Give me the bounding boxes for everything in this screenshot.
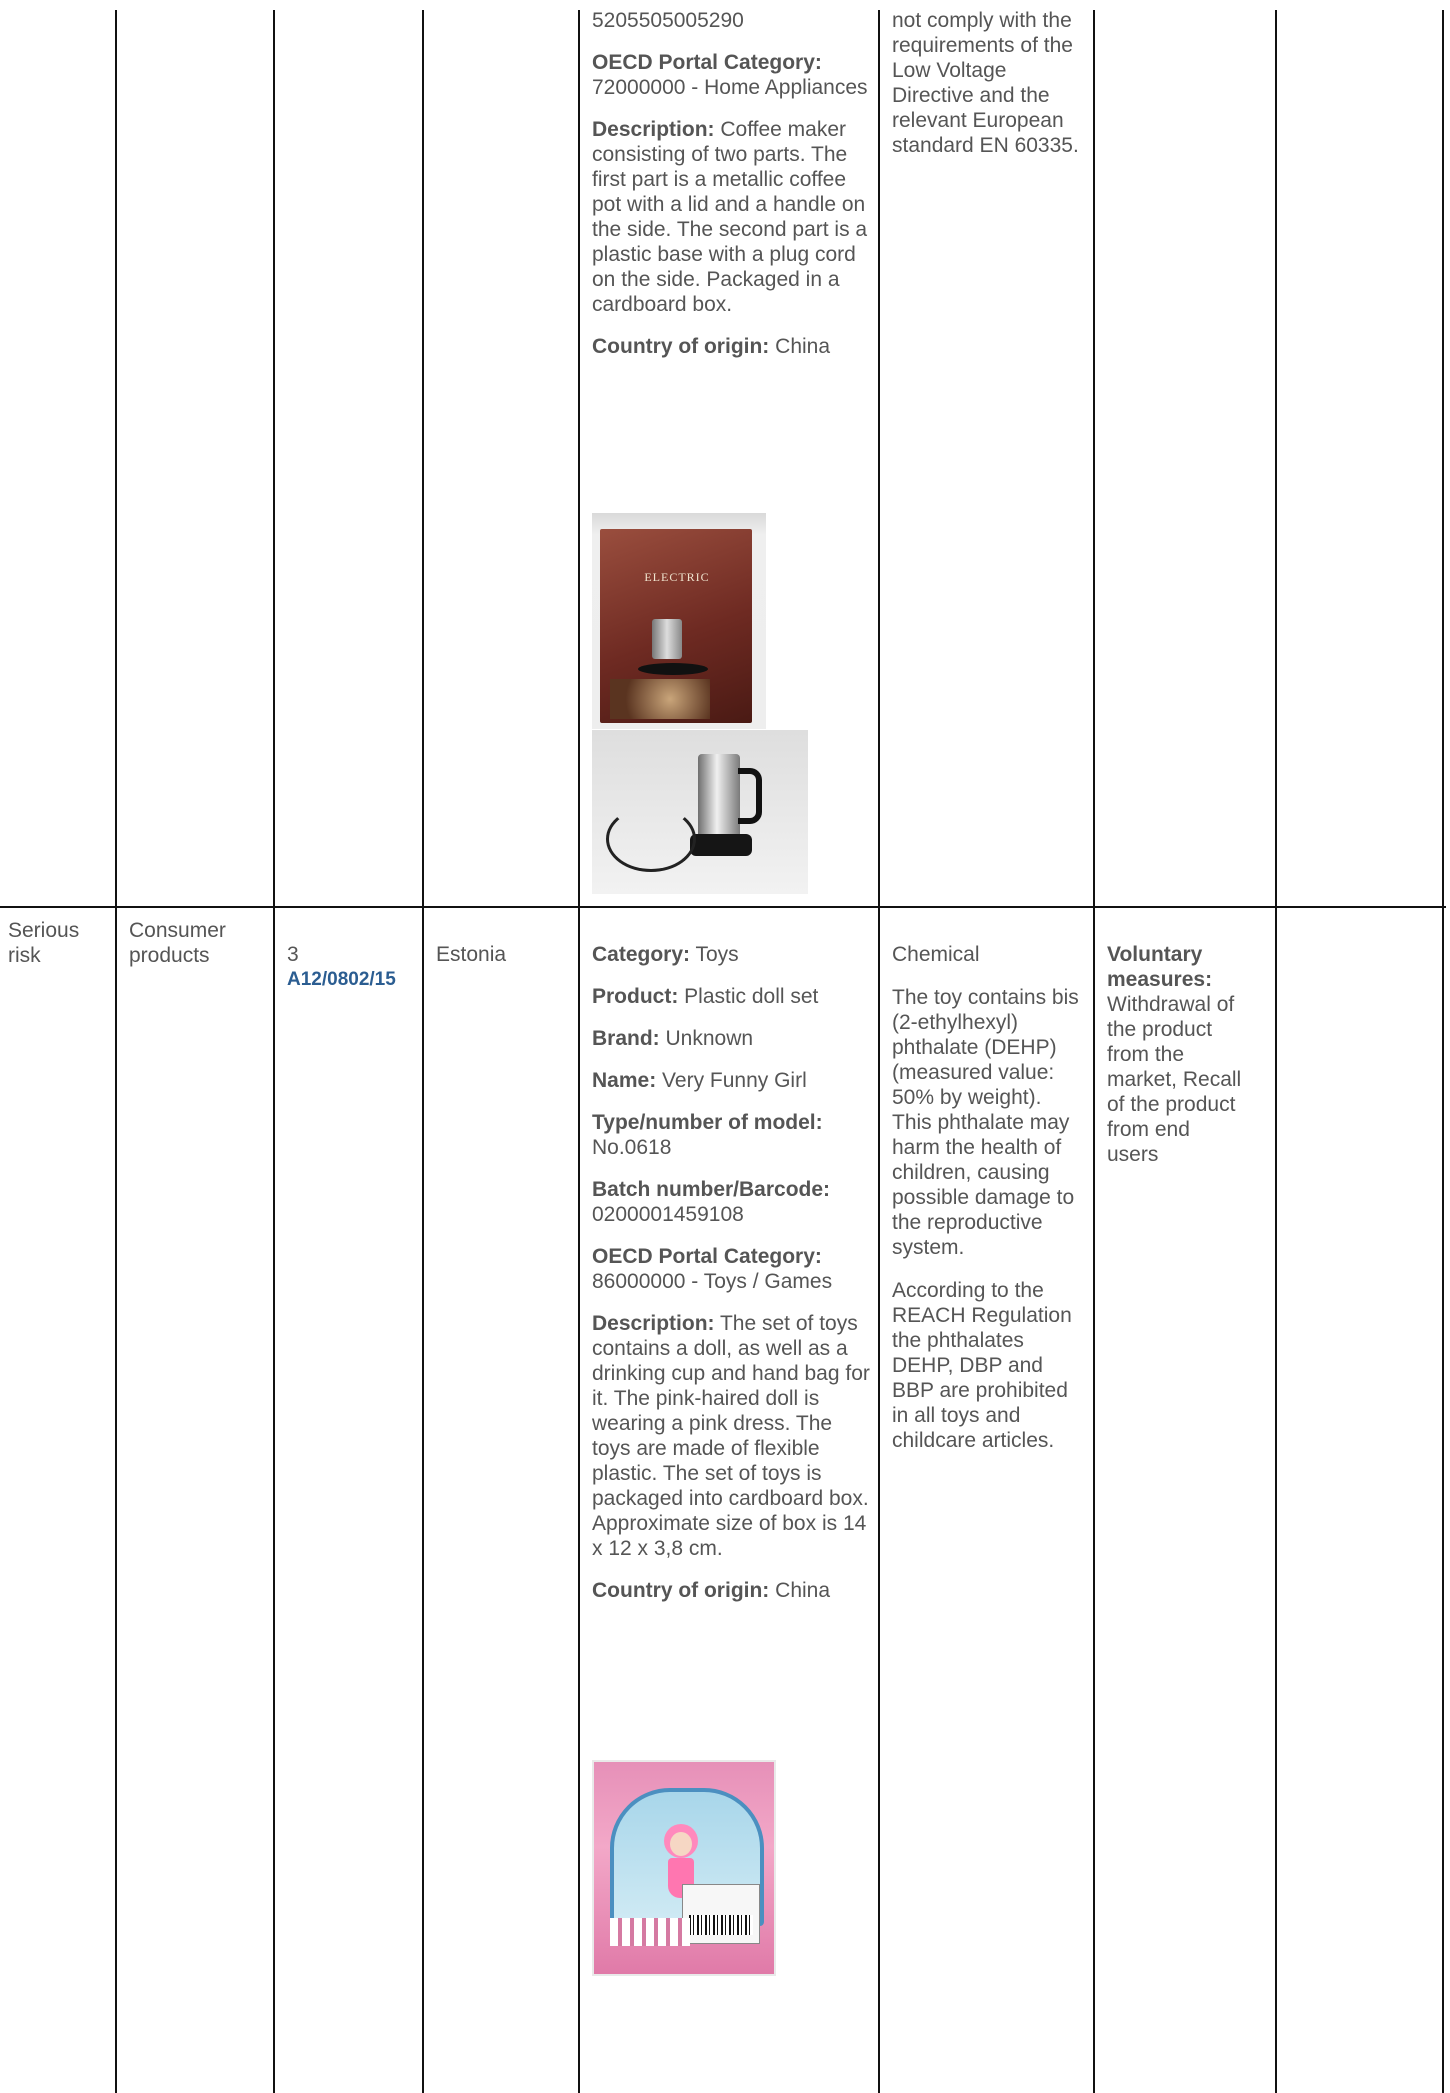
product-field: Description: The set of toys contains a doll, as well as a drinking cup and hand bag for it. The pink-haired doll is wearing a pink dress. The toys are made of flexible plastic. The set of toys is packaged into cardboard box. Approximate size of box is 14 x 12 x 3,8 cm. bbox=[592, 1312, 870, 1560]
row-divider bbox=[0, 906, 1446, 908]
product-field: OECD Portal Category: 86000000 - Toys / Games bbox=[592, 1245, 833, 1293]
column-divider bbox=[1275, 10, 1277, 2093]
risk-level: Serious risk bbox=[8, 919, 80, 967]
risk-description-cell bbox=[892, 942, 1082, 1470]
risk-paragraph: According to the REACH Regulation the phthalates DEHP, DBP and BBP are prohibited in all toys and childcare articles. bbox=[892, 1279, 1072, 1452]
product-field: Country of origin: China bbox=[592, 1579, 831, 1602]
risk-type: Chemical bbox=[892, 943, 980, 966]
number: 3 bbox=[287, 943, 299, 966]
column-divider bbox=[1093, 10, 1095, 2093]
product-photo bbox=[592, 1760, 776, 1976]
product-field: Product: Plastic doll set bbox=[592, 985, 819, 1008]
measures-text: Withdrawal of the product from the market, Recall of the product from end users bbox=[1107, 993, 1242, 1166]
risk-paragraph: The toy contains bis (2-ethylhexyl) phthalate (DEHP) (measured value: 50% by weight). This phthalate may harm the health of children, causing possible damage to the reproductive system. bbox=[892, 986, 1079, 1259]
product-photo-box bbox=[592, 513, 766, 729]
product-field: Country of origin: China bbox=[592, 335, 831, 358]
box-label-text: ELECTRIC bbox=[644, 570, 710, 584]
column-divider bbox=[1442, 10, 1444, 2093]
column-divider bbox=[422, 10, 424, 2093]
product-field: Description: Coffee maker consisting of two parts. The first part is a metallic coffee pot with a lid and a handle on the side. The second part is a plastic base with a plug cord on the side. Packaged in a cardboard box. bbox=[592, 118, 868, 316]
notification-number bbox=[287, 942, 417, 992]
product-field: Brand: Unknown bbox=[592, 1027, 754, 1050]
product-details-cell bbox=[592, 8, 872, 376]
barcode-value: 5205505005290 bbox=[592, 9, 744, 32]
product-field: Name: Very Funny Girl bbox=[592, 1069, 807, 1092]
product-photo bbox=[592, 730, 808, 894]
measures-label: Voluntary measures: bbox=[1107, 943, 1213, 991]
product-field: Batch number/Barcode: 0200001459108 bbox=[592, 1178, 831, 1226]
product-field: Type/number of model: No.0618 bbox=[592, 1111, 823, 1159]
product-field: OECD Portal Category: 72000000 - Home Appliances bbox=[592, 51, 868, 99]
product-type: Consumer products bbox=[129, 919, 226, 967]
notifying-country: Estonia bbox=[436, 943, 507, 966]
product-details-cell bbox=[592, 942, 870, 1620]
column-divider bbox=[273, 10, 275, 2093]
measures-cell bbox=[1107, 942, 1267, 1167]
reference-link[interactable]: A12/0802/15 bbox=[287, 969, 396, 990]
column-divider bbox=[878, 10, 880, 2093]
risk-description-cell bbox=[892, 8, 1082, 158]
product-field: Category: Toys bbox=[592, 943, 739, 966]
risk-text: not comply with the requirements of the Low Voltage Directive and the relevant European standard EN 60335. bbox=[892, 9, 1079, 157]
column-divider bbox=[578, 10, 580, 2093]
column-divider bbox=[115, 10, 117, 2093]
